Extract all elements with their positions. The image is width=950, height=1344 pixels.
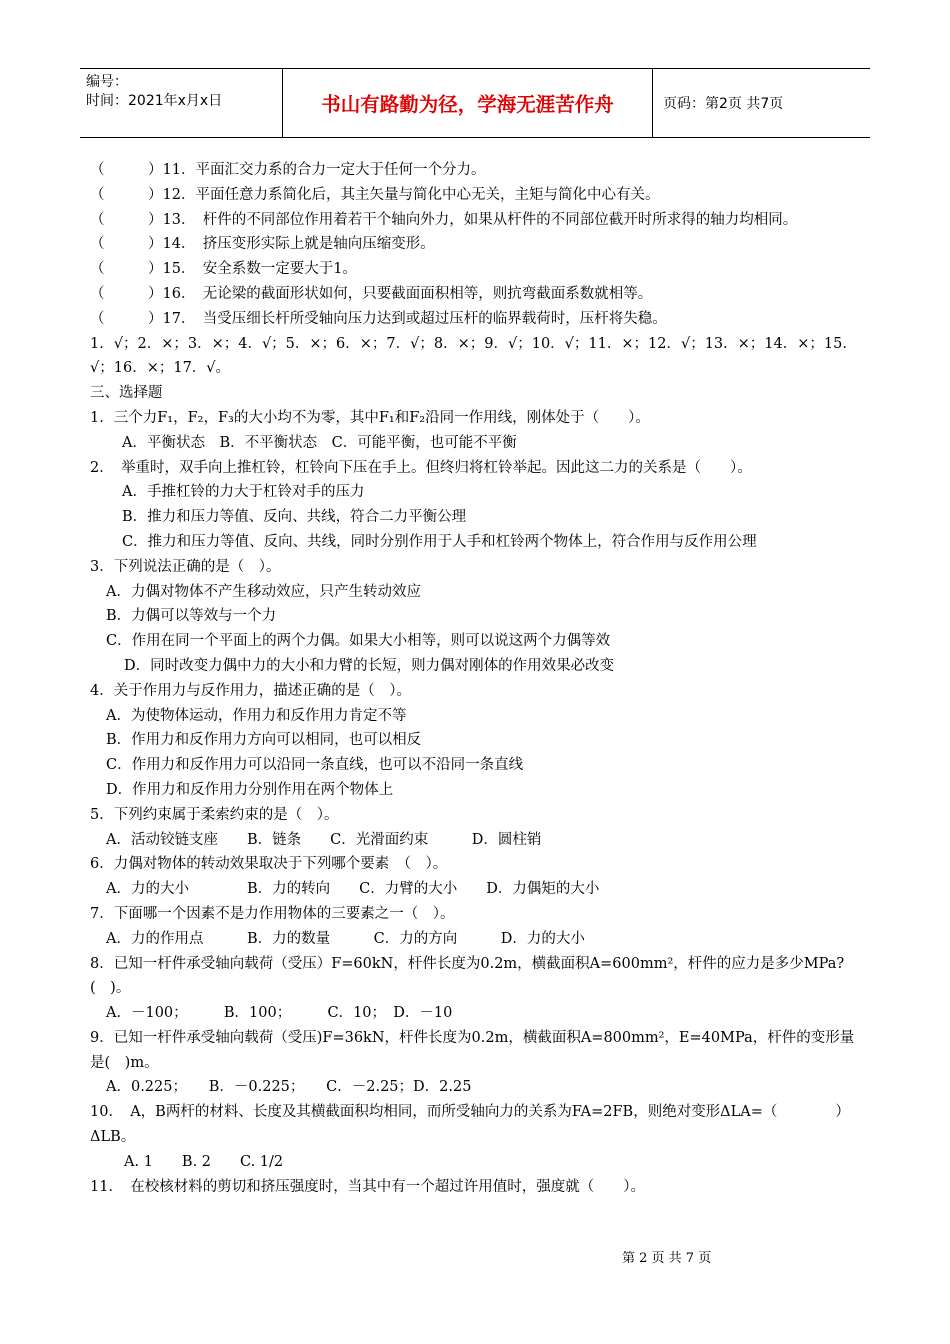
text-line: （ ）16． 无论梁的截面形状如何，只要截面面积相等，则抗弯截面系数就相等。 <box>90 285 653 302</box>
text-line: B．作用力和反作用力方向可以相同，也可以相反 <box>106 732 422 749</box>
text-line: A．活动铰链支座 B．链条 C．光滑面约束 D．圆柱销 <box>106 831 542 848</box>
text-line: 1．三个力F₁，F₂，F₃的大小均不为零，其中F₁和F₂沿同一作用线，刚体处于（ ）。 <box>90 409 650 426</box>
text-line: A．－100； B．100； C．10； D．－10 <box>106 1005 453 1022</box>
text-line: 8．已知一杆件承受轴向载荷（受压）F=60kN，杆件长度为0.2m，横截面积A=600mm²，杆件的应力是多少MPa?( )。 <box>90 955 845 997</box>
text-line: D．同时改变力偶中力的大小和力臂的长短，则力偶对刚体的作用效果必改变 <box>124 657 615 674</box>
text-line: A．0.225； B．－0.225； C．－2.25；D．2.25 <box>106 1079 472 1096</box>
text-line: （ ）12．平面任意力系简化后，其主矢量与简化中心无关，主矩与简化中心有关。 <box>90 186 660 203</box>
text-line: A．手推杠铃的力大于杠铃对手的压力 <box>122 484 365 501</box>
text-line: 4．关于作用力与反作用力，描述正确的是（ ）。 <box>90 682 411 699</box>
text-line: A．平衡状态 B．不平衡状态 C．可能平衡，也可能不平衡 <box>122 434 517 451</box>
text-line: A．力的大小 B．力的转向 C．力臂的大小 D．力偶矩的大小 <box>106 881 600 898</box>
page-footer: 第 2 页 共 7 页 <box>622 1251 712 1266</box>
text-line: A. 1 B. 2 C. 1/2 <box>124 1153 284 1170</box>
text-line: C．作用在同一个平面上的两个力偶。如果大小相等，则可以说这两个力偶等效 <box>106 633 611 650</box>
text-line: （ ）14． 挤压变形实际上就是轴向压缩变形。 <box>90 236 435 253</box>
number-label: 编号： <box>86 74 128 90</box>
text-line: A．力偶对物体不产生移动效应，只产生转动效应 <box>106 583 421 600</box>
document-body <box>90 158 865 1199</box>
page-header <box>80 68 870 138</box>
header-left-cell <box>80 69 283 137</box>
text-line: A．力的作用点 B．力的数量 C．力的方向 D．力的大小 <box>106 930 585 947</box>
page-label: 页码：第2页 共7页 <box>663 96 784 112</box>
text-line: B．力偶可以等效与一个力 <box>106 608 277 625</box>
text-line: C．作用力和反作用力可以沿同一条直线，也可以不沿同一条直线 <box>106 757 524 774</box>
text-line: D．作用力和反作用力分别作用在两个物体上 <box>106 781 394 798</box>
motto: 书山有路勤为径，学海无涯苦作舟 <box>283 69 653 137</box>
time-label: 时间：2021年x月x日 <box>86 93 223 109</box>
text-line: 6．力偶对物体的转动效果取决于下列哪个要素 （ ）。 <box>90 856 448 873</box>
text-line: （ ）11．平面汇交力系的合力一定大于任何一个分力。 <box>90 162 486 178</box>
text-line: 7．下面哪一个因素不是力作用物体的三要素之一（ ）。 <box>90 905 455 922</box>
text-line: 11． 在校核材料的剪切和挤压强度时，当其中有一个超过许用值时，强度就（ ）。 <box>90 1178 645 1195</box>
text-line: 10． A，B两杆的材料、长度及其横截面积均相同，而所受轴向力的关系为FA=2FB，则绝对变形ΔLA=（ ）ΔLB。 <box>90 1104 850 1146</box>
text-line: A．为使物体运动，作用力和反作用力肯定不等 <box>106 707 407 724</box>
text-line: 3．下列说法正确的是（ ）。 <box>90 558 281 575</box>
text-line: C．推力和压力等值、反向、共线，同时分别作用于人手和杠铃两个物体上，符合作用与反作用公理 <box>122 533 757 550</box>
text-line: （ ）13． 杆件的不同部位作用着若干个轴向外力，如果从杆件的不同部位截开时所求得的轴力均相同。 <box>90 211 798 228</box>
text-line: 2． 举重时，双手向上推杠铃，杠铃向下压在手上。但终归将杠铃举起。因此这二力的关系是（ ）。 <box>90 459 752 476</box>
text-line: B．推力和压力等值、反向、共线，符合二力平衡公理 <box>122 509 467 526</box>
text-line: （ ）17． 当受压细长杆所受轴向压力达到或超过压杆的临界载荷时，压杆将失稳。 <box>90 310 667 327</box>
text-line: （ ）15． 安全系数一定要大于1。 <box>90 261 357 278</box>
text-line: 9．已知一杆件承受轴向载荷（受压)F=36kN，杆件长度为0.2m，横截面积A=800mm²，E=40MPa，杆件的变形量是( )m。 <box>90 1029 855 1071</box>
text-line: 三、选择题 <box>90 385 163 402</box>
text-line: 1．√；2．×；3．×；4．√；5．×；6．×；7．√；8．×；9．√；10．√；11．×；12．√；13．×；14．×；15．√；16．×；17．√。 <box>90 335 857 377</box>
text-line: 5．下列约束属于柔索约束的是（ ）。 <box>90 806 339 823</box>
